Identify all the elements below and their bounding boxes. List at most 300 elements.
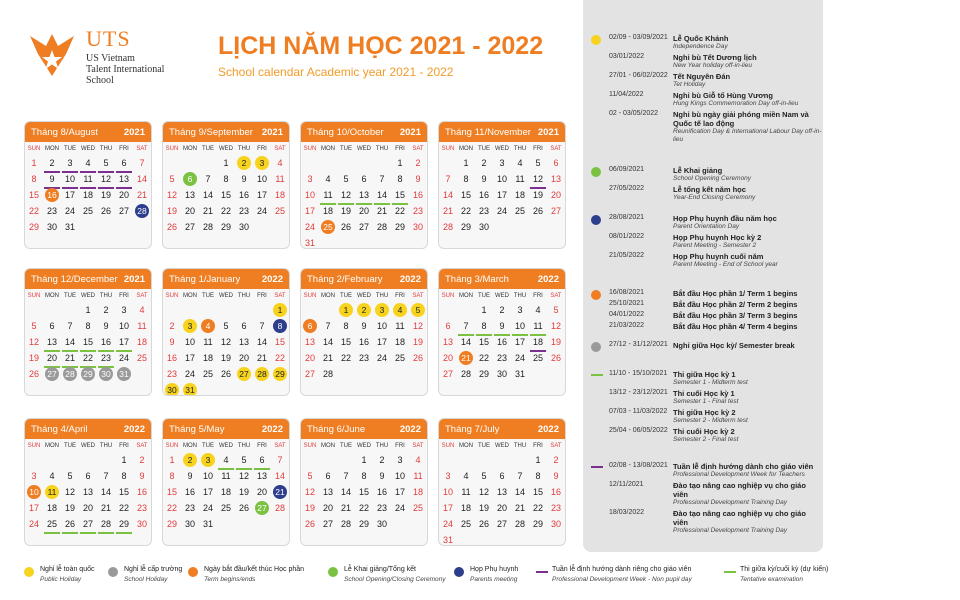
calendar-day: 27 xyxy=(496,519,507,529)
calendar-day: 30 xyxy=(184,519,195,529)
month-year: 2022 xyxy=(123,423,145,435)
calendar-day: 20 xyxy=(238,353,249,363)
calendar-day: 12 xyxy=(412,321,423,331)
calendar-day: 29 xyxy=(532,519,543,529)
event-group xyxy=(583,462,823,537)
event-title: Thi cuối Học kỳ 1 xyxy=(673,389,735,398)
calendar-day: 3 xyxy=(121,305,127,315)
weekday-label: FRI xyxy=(257,443,267,449)
calendar-day: 28 xyxy=(202,222,213,232)
calendar-day: 18 xyxy=(460,503,471,513)
calendar-day: 14 xyxy=(136,174,147,184)
calendar-day: 4 xyxy=(325,174,331,184)
calendar-day: 29 xyxy=(478,369,489,379)
calendar-day: 22 xyxy=(79,351,97,367)
calendar-day: 21 xyxy=(442,206,453,216)
event-subtitle: New Year holiday off-in-lieu xyxy=(673,62,753,69)
weekday-label: THU xyxy=(237,146,251,152)
weekday-label: SAT xyxy=(550,146,562,152)
calendar-day: 23 xyxy=(166,369,177,379)
calendar-day: 17 xyxy=(514,337,525,347)
event-row xyxy=(583,53,823,70)
calendar-day: 6 xyxy=(241,321,247,331)
weekday-label: SUN xyxy=(165,293,179,299)
weekday-label: FRI xyxy=(119,293,129,299)
empty-cell xyxy=(235,303,253,319)
calendar-day: 20 xyxy=(550,190,561,200)
calendar-day: 20 xyxy=(82,503,93,513)
calendar-day: 25 xyxy=(460,519,471,529)
calendar-day: 12 xyxy=(550,321,561,331)
month-name: Tháng 2/February xyxy=(307,273,383,285)
legend-sublabel: Tentative examination xyxy=(740,576,803,583)
calendar-day: 16 xyxy=(166,353,177,363)
weekday-row xyxy=(301,293,427,299)
calendar-day: 1 xyxy=(223,158,229,168)
calendar-day: 5 xyxy=(235,453,253,469)
month-calendar xyxy=(300,121,428,249)
empty-cell xyxy=(475,453,493,469)
calendar-day: 20 xyxy=(358,206,369,216)
calendar-day: 3 xyxy=(397,455,403,465)
calendar-day: 28 xyxy=(63,367,77,381)
calendar-day: 13 xyxy=(256,471,267,481)
event-date: 21/05/2022 xyxy=(609,252,645,259)
event-title: Bắt đầu Học phần 3/ Term 3 begins xyxy=(673,311,798,320)
weekday-label: THU xyxy=(99,293,113,299)
calendar-day: 3 xyxy=(255,156,269,170)
calendar-day: 17 xyxy=(202,487,213,497)
legend-label: Họp Phụ huynh xyxy=(470,566,519,573)
calendar-day: 25 xyxy=(136,353,147,363)
legend-dot-icon xyxy=(591,215,601,225)
calendar-day: 4 xyxy=(517,158,523,168)
event-group xyxy=(583,370,823,446)
weekday-label: WED xyxy=(81,443,95,449)
calendar-day: 25 xyxy=(532,353,543,363)
weekday-label: FRI xyxy=(533,293,543,299)
calendar-day: 9 xyxy=(241,174,247,184)
weekday-label: WED xyxy=(219,293,233,299)
month-header xyxy=(25,122,151,142)
calendar-day: 10 xyxy=(27,485,41,499)
weekday-label: SUN xyxy=(303,146,317,152)
calendar-day: 17 xyxy=(115,335,133,351)
calendar-day: 26 xyxy=(412,353,423,363)
calendar-day: 8 xyxy=(361,471,367,481)
calendar-day: 5 xyxy=(307,471,313,481)
calendar-day: 26 xyxy=(532,206,543,216)
month-header xyxy=(163,269,289,289)
weekday-label: SAT xyxy=(412,293,424,299)
calendar-day: 9 xyxy=(481,174,487,184)
event-date: 11/04/2022 xyxy=(609,91,644,98)
calendar-day: 19 xyxy=(532,190,543,200)
weekday-label: WED xyxy=(495,443,509,449)
month-calendar xyxy=(300,268,428,396)
calendar-day: 19 xyxy=(220,353,231,363)
day-grid xyxy=(163,303,289,396)
weekday-label: THU xyxy=(237,443,251,449)
empty-cell xyxy=(457,303,475,319)
calendar-day: 16 xyxy=(45,188,59,202)
calendar-day: 12 xyxy=(97,172,115,188)
calendar-day: 27 xyxy=(45,367,59,381)
calendar-day: 6 xyxy=(325,471,331,481)
calendar-day: 20 xyxy=(118,190,129,200)
legend-dot-icon xyxy=(328,567,338,577)
empty-cell xyxy=(25,303,43,319)
calendar-day: 22 xyxy=(460,206,471,216)
calendar-day: 20 xyxy=(442,353,453,363)
calendar-day: 5 xyxy=(343,174,349,184)
calendar-day: 27 xyxy=(322,519,333,529)
calendar-day: 1 xyxy=(397,158,403,168)
weekday-label: FRI xyxy=(119,443,129,449)
calendar-day: 1 xyxy=(535,455,541,465)
event-row xyxy=(583,370,823,387)
calendar-day: 30 xyxy=(550,519,561,529)
calendar-day: 2 xyxy=(43,156,61,172)
month-name: Tháng 9/September xyxy=(169,126,253,138)
month-calendar xyxy=(438,121,566,249)
weekday-row xyxy=(25,293,151,299)
calendar-day: 21 xyxy=(256,353,267,363)
calendar-day: 19 xyxy=(166,206,177,216)
event-group xyxy=(583,166,823,204)
calendar-day: 12 xyxy=(529,172,547,188)
calendar-day: 7 xyxy=(517,471,523,481)
calendar-day: 26 xyxy=(166,222,177,232)
weekday-label: SAT xyxy=(550,293,562,299)
event-row xyxy=(583,462,823,479)
calendar-day: 31 xyxy=(183,383,197,396)
month-calendar xyxy=(162,121,290,249)
calendar-day: 4 xyxy=(217,453,235,469)
weekday-label: SAT xyxy=(274,146,286,152)
event-row xyxy=(583,341,823,350)
weekday-label: TUE xyxy=(64,146,76,152)
empty-cell xyxy=(301,303,319,319)
day-grid xyxy=(301,303,427,383)
calendar-day: 1 xyxy=(339,303,353,317)
calendar-day: 28 xyxy=(322,369,333,379)
calendar-day: 27 xyxy=(358,222,369,232)
month-year: 2022 xyxy=(537,423,559,435)
calendar-day: 1 xyxy=(361,455,367,465)
calendar-day: 23 xyxy=(358,353,369,363)
calendar-day: 17 xyxy=(496,190,507,200)
weekday-label: THU xyxy=(375,146,389,152)
calendar-day: 3 xyxy=(61,156,79,172)
event-subtitle: Parent Meeting - Semester 2 xyxy=(673,242,757,249)
weekday-row xyxy=(301,146,427,152)
calendar-day: 10 xyxy=(61,172,79,188)
calendar-day: 14 xyxy=(256,337,267,347)
calendar-day: 30 xyxy=(376,519,387,529)
calendar-day: 18 xyxy=(394,337,405,347)
events-panel xyxy=(583,0,823,552)
calendar-day: 2 xyxy=(237,156,251,170)
calendar-day: 22 xyxy=(166,503,177,513)
calendar-day: 4 xyxy=(277,158,283,168)
event-title: Bắt đầu Học phần 4/ Term 4 begins xyxy=(673,322,798,331)
weekday-label: THU xyxy=(99,146,113,152)
empty-cell xyxy=(199,303,217,319)
event-date: 03/01/2022 xyxy=(609,53,645,60)
calendar-day: 8 xyxy=(397,174,403,184)
calendar-day: 28 xyxy=(97,517,115,533)
calendar-day: 23 xyxy=(97,351,115,367)
calendar-day: 16 xyxy=(412,190,423,200)
legend-sublabel: Public Holiday xyxy=(40,576,82,583)
weekday-label: THU xyxy=(513,146,527,152)
calendar-day: 26 xyxy=(478,519,489,529)
event-subtitle: Year-End Closing Ceremony xyxy=(673,194,756,201)
calendar-day: 16 xyxy=(358,337,369,347)
legend-sublabel: Parents meeting xyxy=(470,576,518,583)
calendar-day: 2 xyxy=(553,455,559,465)
event-subtitle: Independence Day xyxy=(673,43,728,50)
weekday-row xyxy=(163,293,289,299)
legend-label: Tuần lễ định hướng dành riêng cho giáo viên xyxy=(552,566,692,573)
calendar-day: 27 xyxy=(304,369,315,379)
calendar-day: 18 xyxy=(274,190,285,200)
event-title: Lễ Quốc Khánh xyxy=(673,34,729,43)
calendar-day: 9 xyxy=(169,337,175,347)
calendar-day: 25 xyxy=(274,206,285,216)
empty-cell xyxy=(25,453,43,469)
calendar-day: 4 xyxy=(393,303,407,317)
calendar-day: 8 xyxy=(169,471,175,481)
weekday-label: SAT xyxy=(136,293,148,299)
calendar-day: 20 xyxy=(496,503,507,513)
month-year: 2022 xyxy=(261,273,283,285)
calendar-day: 27 xyxy=(442,369,453,379)
calendar-day: 14 xyxy=(100,487,111,497)
empty-cell xyxy=(373,156,391,172)
calendar-day: 8 xyxy=(273,319,287,333)
calendar-day: 19 xyxy=(550,337,561,347)
weekday-label: FRI xyxy=(119,146,129,152)
calendar-day: 5 xyxy=(535,158,541,168)
calendar-day: 19 xyxy=(304,503,315,513)
calendar-day: 7 xyxy=(325,321,331,331)
calendar-day: 6 xyxy=(85,471,91,481)
calendar-day: 12 xyxy=(220,337,231,347)
calendar-day: 14 xyxy=(202,190,213,200)
calendar-day: 20 xyxy=(322,503,333,513)
weekday-label: SUN xyxy=(27,146,41,152)
event-date: 11/10 - 15/10/2021 xyxy=(609,370,668,377)
calendar-day: 29 xyxy=(28,222,39,232)
month-name: Tháng 8/August xyxy=(31,126,99,138)
day-grid xyxy=(439,156,565,236)
calendar-day: 10 xyxy=(511,319,529,335)
event-date: 25/04 - 06/05/2022 xyxy=(609,427,668,434)
month-calendar xyxy=(24,418,152,546)
calendar-day: 13 xyxy=(184,190,195,200)
calendar-day: 29 xyxy=(115,517,133,533)
weekday-label: FRI xyxy=(257,293,267,299)
calendar-day: 17 xyxy=(376,337,387,347)
weekday-row xyxy=(163,443,289,449)
legend-label: Ngày bắt đầu/kết thúc Học phần xyxy=(204,566,305,573)
weekday-label: WED xyxy=(219,443,233,449)
weekday-label: WED xyxy=(219,146,233,152)
calendar-day: 31 xyxy=(117,367,131,381)
event-row xyxy=(583,252,823,269)
calendar-day: 13 xyxy=(304,337,315,347)
event-row xyxy=(583,300,823,309)
event-subtitle: Professional Development Training Day xyxy=(673,499,788,506)
weekday-row xyxy=(301,443,427,449)
weekday-label: MON xyxy=(321,443,335,449)
school-logo xyxy=(26,26,196,86)
event-title: Bắt đầu Học phần 2/ Term 2 begins xyxy=(673,300,798,309)
legend-line-icon xyxy=(591,466,603,468)
calendar-day: 21 xyxy=(136,190,147,200)
weekday-row xyxy=(25,443,151,449)
calendar-day: 4 xyxy=(201,319,215,333)
event-subtitle: Semester 1 - Final test xyxy=(673,398,739,405)
month-name: Tháng 11/November xyxy=(445,126,531,138)
day-grid xyxy=(301,156,427,249)
calendar-day: 17 xyxy=(304,206,315,216)
event-title: Tết Nguyên Đán xyxy=(673,72,731,81)
calendar-day: 13 xyxy=(496,487,507,497)
empty-cell xyxy=(457,453,475,469)
calendar-day: 11 xyxy=(137,321,147,331)
event-subtitle: Professional Development Week for Teachers xyxy=(673,471,805,478)
calendar-day: 27 xyxy=(550,206,561,216)
weekday-label: MON xyxy=(45,146,59,152)
calendar-day: 30 xyxy=(496,369,507,379)
calendar-day: 8 xyxy=(223,174,229,184)
weekday-label: SAT xyxy=(412,146,424,152)
weekday-label: TUE xyxy=(64,443,76,449)
weekday-row xyxy=(439,146,565,152)
calendar-day: 21 xyxy=(202,206,213,216)
weekday-label: SUN xyxy=(441,443,455,449)
calendar-day: 24 xyxy=(28,519,39,529)
empty-cell xyxy=(163,156,181,172)
calendar-day: 26 xyxy=(28,369,39,379)
calendar-day: 23 xyxy=(46,206,57,216)
calendar-day: 30 xyxy=(478,222,489,232)
calendar-day: 10 xyxy=(304,190,315,200)
calendar-day: 19 xyxy=(28,353,39,363)
weekday-label: SUN xyxy=(27,443,41,449)
calendar-day: 2 xyxy=(481,158,487,168)
legend-dot-icon xyxy=(454,567,464,577)
event-date: 18/03/2022 xyxy=(609,509,645,516)
calendar-day: 14 xyxy=(322,337,333,347)
event-title: Lễ tổng kết năm học xyxy=(673,185,746,194)
event-row xyxy=(583,311,823,320)
empty-cell xyxy=(163,303,181,319)
event-row xyxy=(583,481,823,507)
calendar-day: 11 xyxy=(529,319,547,335)
calendar-day: 30 xyxy=(136,519,147,529)
legend-sublabel: School Holiday xyxy=(124,576,168,583)
calendar-day: 8 xyxy=(463,174,469,184)
day-grid xyxy=(301,453,427,533)
calendar-day: 1 xyxy=(481,305,487,315)
calendar-day: 7 xyxy=(379,174,385,184)
calendar-day: 24 xyxy=(184,369,195,379)
calendar-day: 16 xyxy=(376,487,387,497)
calendar-day: 4 xyxy=(139,305,145,315)
logo-school-name xyxy=(86,53,164,86)
weekday-label: WED xyxy=(357,146,371,152)
calendar-day: 2 xyxy=(379,455,385,465)
calendar-day: 15 xyxy=(79,335,97,351)
event-subtitle: School Opening Ceremony xyxy=(673,175,752,182)
empty-cell xyxy=(97,453,115,469)
calendar-day: 26 xyxy=(238,503,249,513)
calendar-day: 17 xyxy=(28,503,39,513)
calendar-day: 3 xyxy=(445,471,451,481)
calendar-day: 24 xyxy=(376,353,387,363)
legend-sublabel: Term begins/ends xyxy=(204,576,256,583)
legend-line-icon xyxy=(591,374,603,376)
month-name: Tháng 1/January xyxy=(169,273,241,285)
calendar-day: 18 xyxy=(82,190,93,200)
calendar-day: 26 xyxy=(550,353,561,363)
calendar-day: 22 xyxy=(340,353,351,363)
calendar-day: 11 xyxy=(461,487,471,497)
event-date: 08/01/2022 xyxy=(609,233,645,240)
empty-cell xyxy=(301,453,319,469)
calendar-day: 11 xyxy=(45,485,59,499)
calendar-day: 5 xyxy=(31,321,37,331)
calendar-day: 24 xyxy=(64,206,75,216)
month-calendar xyxy=(438,418,566,546)
weekday-label: TUE xyxy=(64,293,76,299)
event-date: 02/08 - 13/08/2021 xyxy=(609,462,668,469)
weekday-label: MON xyxy=(183,443,197,449)
weekday-label: SAT xyxy=(136,146,148,152)
event-date: 02/09 - 03/09/2021 xyxy=(609,34,668,41)
calendar-day: 6 xyxy=(553,158,559,168)
month-year: 2021 xyxy=(123,126,145,138)
event-date: 28/08/2021 xyxy=(609,214,645,221)
weekday-label: THU xyxy=(513,443,527,449)
calendar-day: 31 xyxy=(514,369,525,379)
weekday-label: SUN xyxy=(441,146,455,152)
calendar-day: 24 xyxy=(202,503,213,513)
weekday-label: SUN xyxy=(303,443,317,449)
event-subtitle: Parent Orientation Day xyxy=(673,223,740,230)
empty-cell xyxy=(43,303,61,319)
empty-cell xyxy=(61,453,79,469)
calendar-day: 6 xyxy=(253,453,271,469)
calendar-day: 8 xyxy=(31,174,37,184)
calendar-day: 11 xyxy=(413,471,423,481)
calendar-day: 19 xyxy=(100,190,111,200)
calendar-day: 12 xyxy=(64,487,75,497)
weekday-row xyxy=(439,293,565,299)
month-header xyxy=(301,122,427,142)
calendar-day: 7 xyxy=(445,174,451,184)
event-title: Nghỉ bù Giỗ tổ Hùng Vương xyxy=(673,91,773,100)
weekday-label: WED xyxy=(357,293,371,299)
calendar-day: 9 xyxy=(187,471,193,481)
legend-label: Nghỉ lễ toàn quốc xyxy=(40,566,95,573)
event-title: Nghỉ bù ngày giải phóng miền Nam và Quốc tế lao động xyxy=(673,110,809,128)
weekday-label: FRI xyxy=(533,146,543,152)
